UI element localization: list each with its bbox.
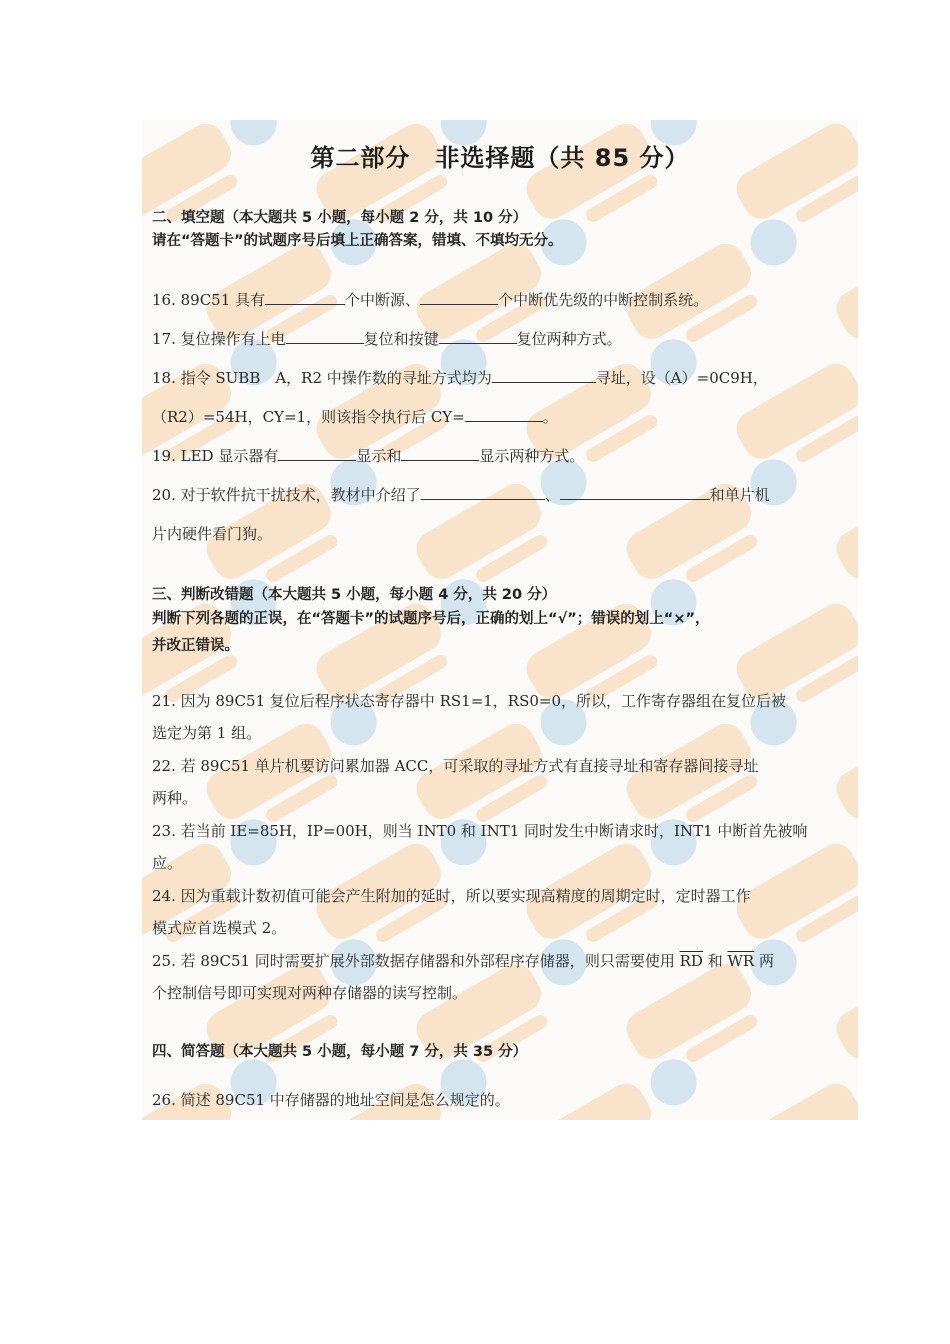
question-23: 23. 若当前 IE=85H，IP=00H，则当 INT0 和 INT1 同时发生中断请求时，INT1 中断首先被响 [152,822,808,840]
section-desc-judge-1: 判断下列各题的正误，在“答题卡”的试题序号后，正确的划上“√”；错误的划上“×”， [152,611,710,627]
question-22: 22. 若 89C51 单片机要访问累加器 ACC，可采取的寻址方式有直接寻址和寄存器间接寻址 [152,757,759,775]
question-24: 24. 因为重载计数初值可能会产生附加的延时，所以要实现高精度的周期定时，定时器工作 [152,887,751,905]
answer-blank[interactable] [420,286,498,305]
answer-blank[interactable] [278,442,356,461]
question-25-continued: 个控制信号即可实现对两种存储器的读写控制。 [152,984,468,1002]
question-25: 25. 若 89C51 同时需要扩展外部数据存储器和外部程序存储器，则只需要使用 $\overline{RD}$ 和 $\overline{WR}$ 两 [152,952,775,970]
question-19: 19. LED 显示器有 显示和 显示两种方式。 [152,440,850,472]
answer-blank[interactable] [286,325,364,344]
question-20: 20. 对于软件抗干扰技术，教材中介绍了 、 和单片机 [152,479,850,511]
answer-blank[interactable] [421,481,545,500]
answer-blank[interactable] [401,442,479,461]
wr-signal: $\overline{WR}$ [727,952,755,970]
answer-blank[interactable] [439,325,517,344]
section-heading-short-answer: 四、简答题（本大题共 5 小题，每小题 7 分，共 35 分） [152,1044,528,1060]
question-24-continued: 模式应首选模式 2。 [152,919,287,937]
question-26: 26. 简述 89C51 中存储器的地址空间是怎么规定的。 [152,1091,510,1109]
page-title: 第二部分 非选择题（共 85 分） [310,144,690,172]
question-16: 16. 89C51 具有 个中断源、 个中断优先级的中断控制系统。 [152,284,850,316]
question-21: 21. 因为 89C51 复位后程序状态寄存器中 RS1=1，RS0=0，所以，工作寄存器组在复位后被 [152,692,787,710]
question-20-continued: 片内硬件看门狗。 [152,525,273,543]
question-18-continued: （R2）=54H，CY=1，则该指令执行后 CY= 。 [152,401,850,433]
question-22-continued: 两种。 [152,789,198,807]
section-desc-judge-2: 并改正错误。 [152,638,239,654]
question-17: 17. 复位操作有上电 复位和按键 复位两种方式。 [152,323,850,355]
section-heading-judge: 三、判断改错题（本大题共 5 小题，每小题 4 分，共 20 分） [152,587,557,603]
section-heading-fill-blank: 二、填空题（本大题共 5 小题，每小题 2 分，共 10 分） [152,210,528,226]
question-18: 18. 指令 SUBB A，R2 中操作数的寻址方式均为 寻址，设（A）=0C9H， [152,362,850,394]
answer-blank[interactable] [492,364,596,383]
rd-signal: $\overline{RD}$ [679,952,703,970]
answer-blank[interactable] [465,403,543,422]
question-21-continued: 选定为第 1 组。 [152,724,262,742]
answer-blank[interactable] [265,286,345,305]
answer-blank[interactable] [560,481,710,500]
question-23-continued: 应。 [152,854,183,872]
page-content [142,120,858,1120]
section-desc-fill-blank: 请在“答题卡”的试题序号后填上正确答案，错填、不填均无分。 [152,233,563,249]
exam-page [142,120,858,1120]
